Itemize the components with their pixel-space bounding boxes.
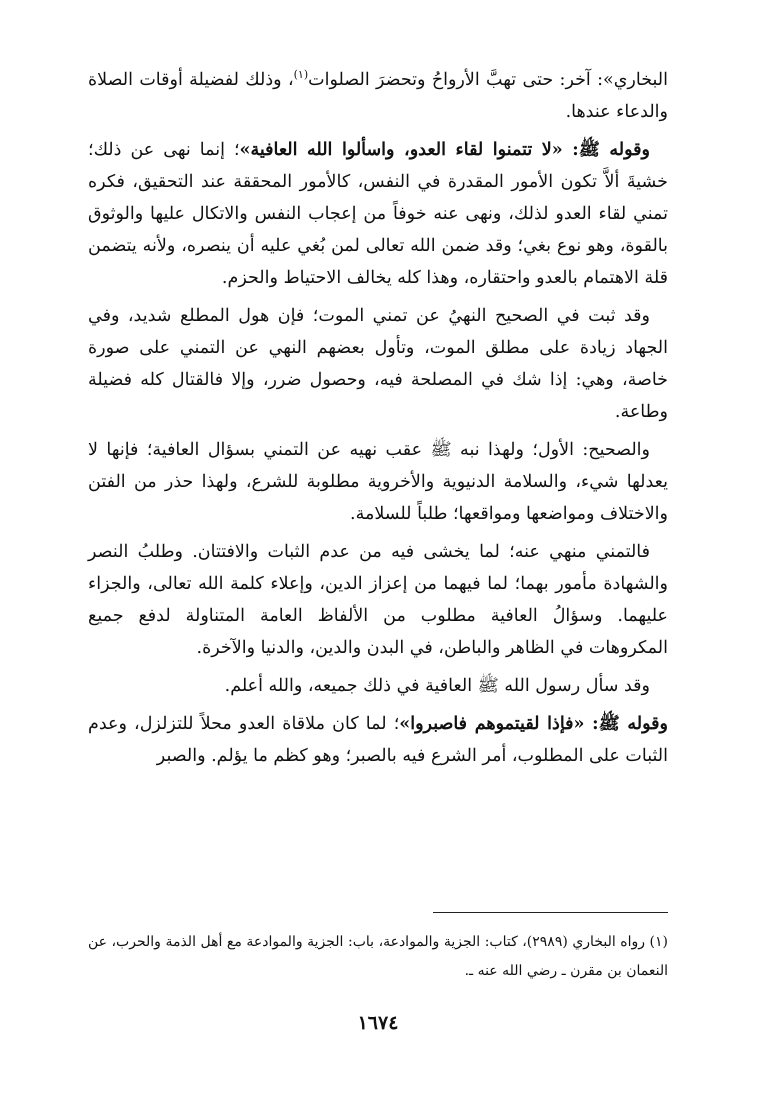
- book-page: [88, 0, 668, 1105]
- paragraph-5: فالتمني منهي عنه؛ لما يخشى فيه من عدم الثبات والافتتان. وطلبُ النصر والشهادة مأمور بهما؛ لما فيهما من إعزاز الدين، وإعلاء كلمة الله تعالى، والجزاء عليهما. وسؤالُ العافية مطلوب من الألفاظ العامة المتناولة لدفع جميع المكروهات في الظاهر والباطن، في البدن والدين، والدنيا والآخرة.: [88, 542, 668, 658]
- footnote: [88, 928, 668, 986]
- paragraph-1: [88, 64, 668, 128]
- footnote-reference: (١): [293, 68, 309, 82]
- footnote-divider: [433, 912, 668, 913]
- footnote-text: (١) رواه البخاري (٢٩٨٩)، كتاب: الجزية والموادعة، باب: الجزية والموادعة مع أهل الذمة والحرب، عن النعمان بن مقرن ـ رضي الله عنه ـ.: [88, 934, 669, 979]
- paragraph-1-tail: ، وذلك لفضيلة أوقات الصلاة والدعاء عندها.: [88, 70, 668, 122]
- paragraph-7: [88, 708, 668, 772]
- paragraph-3: وقد ثبت في الصحيح النهيُ عن تمني الموت؛ فإن هول المطلع شديد، وفي الجهاد زيادة على مطلق الموت، وتأول بعضهم النهي عن التمني على صورة خاصة، وهي: إذا شك في المصلحة فيه، وحصول ضرر، وإلا فالقتال كله فضيلة وطاعة.: [88, 306, 668, 422]
- paragraph-1-text: البخاري»: آخر: حتى تهبَّ الأرواحُ وتحضرَ الصلوات: [308, 70, 668, 90]
- paragraph-6: وقد سأل رسول الله ﷺ العافية في ذلك جميعه، والله أعلم.: [224, 676, 650, 696]
- hadith-quote-1: وقوله ﷺ: «لا تتمنوا لقاء العدو، واسألوا الله العافية»: [239, 140, 650, 160]
- hadith-quote-2: وقوله ﷺ: «فإذا لقيتموهم فاصبروا»: [399, 714, 668, 734]
- paragraph-7-text: ؛ لما كان ملاقاة العدو محلاً للتزلزل، وعدم الثبات على المطلوب، أمر الشرع فيه بالصبر؛ وهو كظم ما يؤلم. والصبر: [88, 714, 668, 766]
- page-number: ١٦٧٤: [357, 1012, 399, 1034]
- paragraph-4: والصحيح: الأول؛ ولهذا نبه ﷺ عقب نهيه عن التمني بسؤال العافية؛ فإنها لا يعدلها شيء، والسلامة الدنيوية والأخروية مطلوبة للشرع، ولهذا حذر من الفتن والاختلاف ومواضعها ومواقعها؛ طلباً للسلامة.: [88, 440, 668, 524]
- paragraph-2: [88, 134, 668, 294]
- main-text: [88, 64, 668, 778]
- paragraph-2-text: ؛ إنما نهى عن ذلك؛ خشيةَ ألاَّ تكون الأمور المقدرة في النفس، كالأمور المحققة عند التحقيق، فكره تمني لقاء العدو لذلك، ونهى عنه خوفاً من إعجاب النفس والاتكال عليها والوثوق بالقوة، وهو نوع بغي؛ وقد ضمن الله تعالى لمن بُغي عليه أن ينصره، ولأنه يتضمن قلة الاهتمام بالعدو واحتقاره، وهذا كله يخالف الاحتياط والحزم.: [88, 140, 668, 288]
